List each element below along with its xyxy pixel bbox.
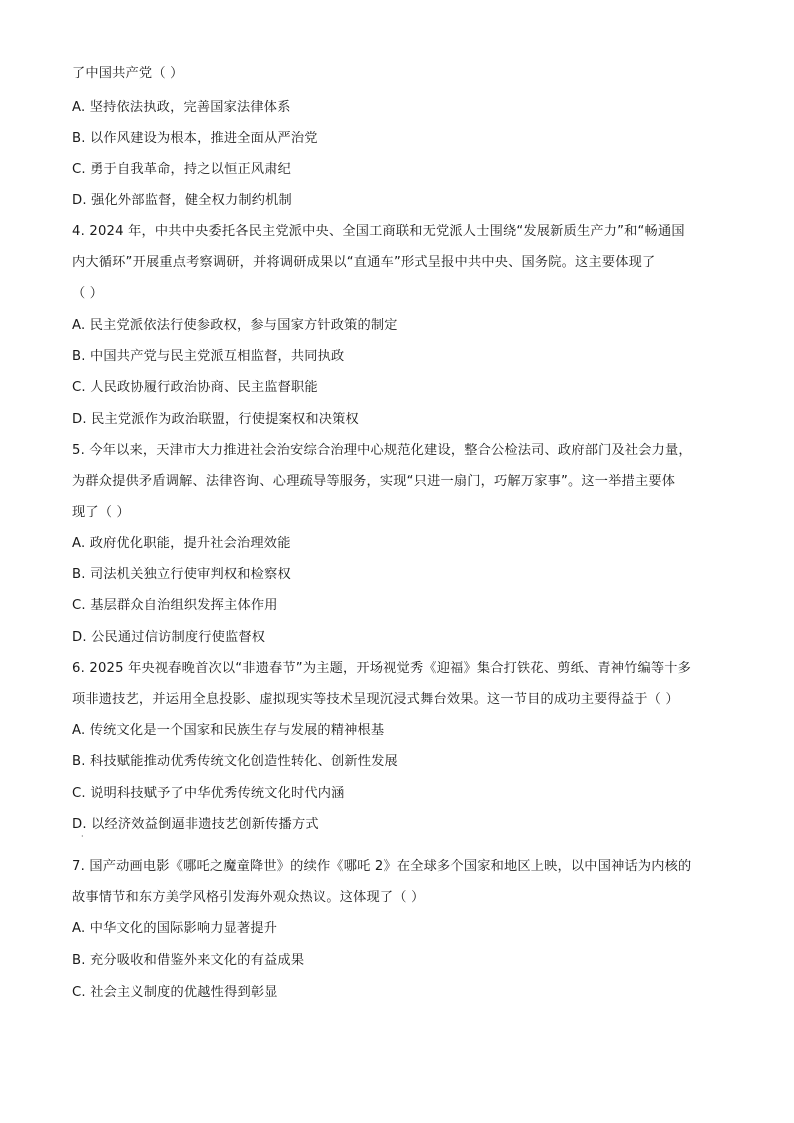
q6-stem-line-2: 项非遗技艺，并运用全息投影、虚拟现实等技术呈现沉浸式舞台效果。这一节目的成功主要得益于（ ）: [72, 692, 679, 707]
q4-option-b: B. 中国共产党与民主党派互相监督，共同执政: [72, 349, 345, 364]
q3-option-b: B. 以作风建设为根本，推进全面从严治党: [72, 131, 318, 146]
q6-stem-line-1: 6. 2025 年央视春晚首次以“非遗春节”为主题，开场视觉秀《迎福》集合打铁花、剪纸、青神竹编等十多: [72, 661, 692, 676]
q5-option-b: B. 司法机关独立行使审判权和检察权: [72, 567, 291, 582]
q5-option-d: D. 公民通过信访制度行使监督权: [72, 630, 266, 645]
q7-stem-line-2: 故事情节和东方美学风格引发海外观众热议。这体现了（ ）: [72, 890, 425, 905]
q4-stem-line-2: 内大循环”开展重点考察调研，并将调研成果以“直通车”形式呈报中共中央、国务院。这主要体现了: [72, 255, 656, 270]
q3-stem-tail: 了中国共产党（ ）: [72, 66, 184, 81]
q7-option-c: C. 社会主义制度的优越性得到彰显: [72, 985, 278, 1000]
q7-option-a: A. 中华文化的国际影响力显著提升: [72, 921, 278, 936]
q5-stem-line-1: 5. 今年以来，天津市大力推进社会治安综合治理中心规范化建设，整合公检法司、政府部门及社会力量，: [72, 443, 692, 458]
q5-option-a: A. 政府优化职能，提升社会治理效能: [72, 536, 291, 551]
q4-stem-line-1: 4. 2024 年，中共中央委托各民主党派中央、全国工商联和无党派人士围绕“发展新质生产力”和“畅通国: [72, 224, 685, 239]
q4-stem-line-3: （ ）: [72, 286, 104, 301]
q6-option-d: D. 以经济效益倒逼非遗技艺创新传播方式: [72, 817, 319, 832]
q3-option-c: C. 勇于自我革命，持之以恒正风肃纪: [72, 162, 292, 177]
q5-stem-line-2: 为群众提供矛盾调解、法律咨询、心理疏导等服务，实现“只进一扇门，巧解万家事”。这一举措主要体: [72, 474, 676, 489]
q7-stem-line-1: 7. 国产动画电影《哪吒之魔童降世》的续作《哪吒 2》在全球多个国家和地区上映，以中国神话为内核的: [72, 859, 692, 874]
q5-stem-line-3: 现了（ ）: [72, 505, 130, 520]
q7-option-b: B. 充分吸收和借鉴外来文化的有益成果: [72, 953, 305, 968]
q4-option-d: D. 民主党派作为政治联盟，行使提案权和决策权: [72, 412, 359, 427]
q6-option-a: A. 传统文化是一个国家和民族生存与发展的精神根基: [72, 723, 385, 738]
q4-option-c: C. 人民政协履行政治协商、民主监督职能: [72, 380, 318, 395]
q3-option-d: D. 强化外部监督，健全权力制约机制: [72, 193, 292, 208]
q4-option-a: A. 民主党派依法行使参政权，参与国家方针政策的制定: [72, 318, 398, 333]
q6-option-b: B. 科技赋能推动优秀传统文化创造性转化、创新性发展: [72, 754, 398, 769]
q5-option-c: C. 基层群众自治组织发挥主体作用: [72, 598, 278, 613]
stray-dot-mark: ·: [81, 832, 84, 841]
q3-option-a: A. 坚持依法执政，完善国家法律体系: [72, 100, 291, 115]
q6-option-c: C. 说明科技赋予了中华优秀传统文化时代内涵: [72, 786, 345, 801]
